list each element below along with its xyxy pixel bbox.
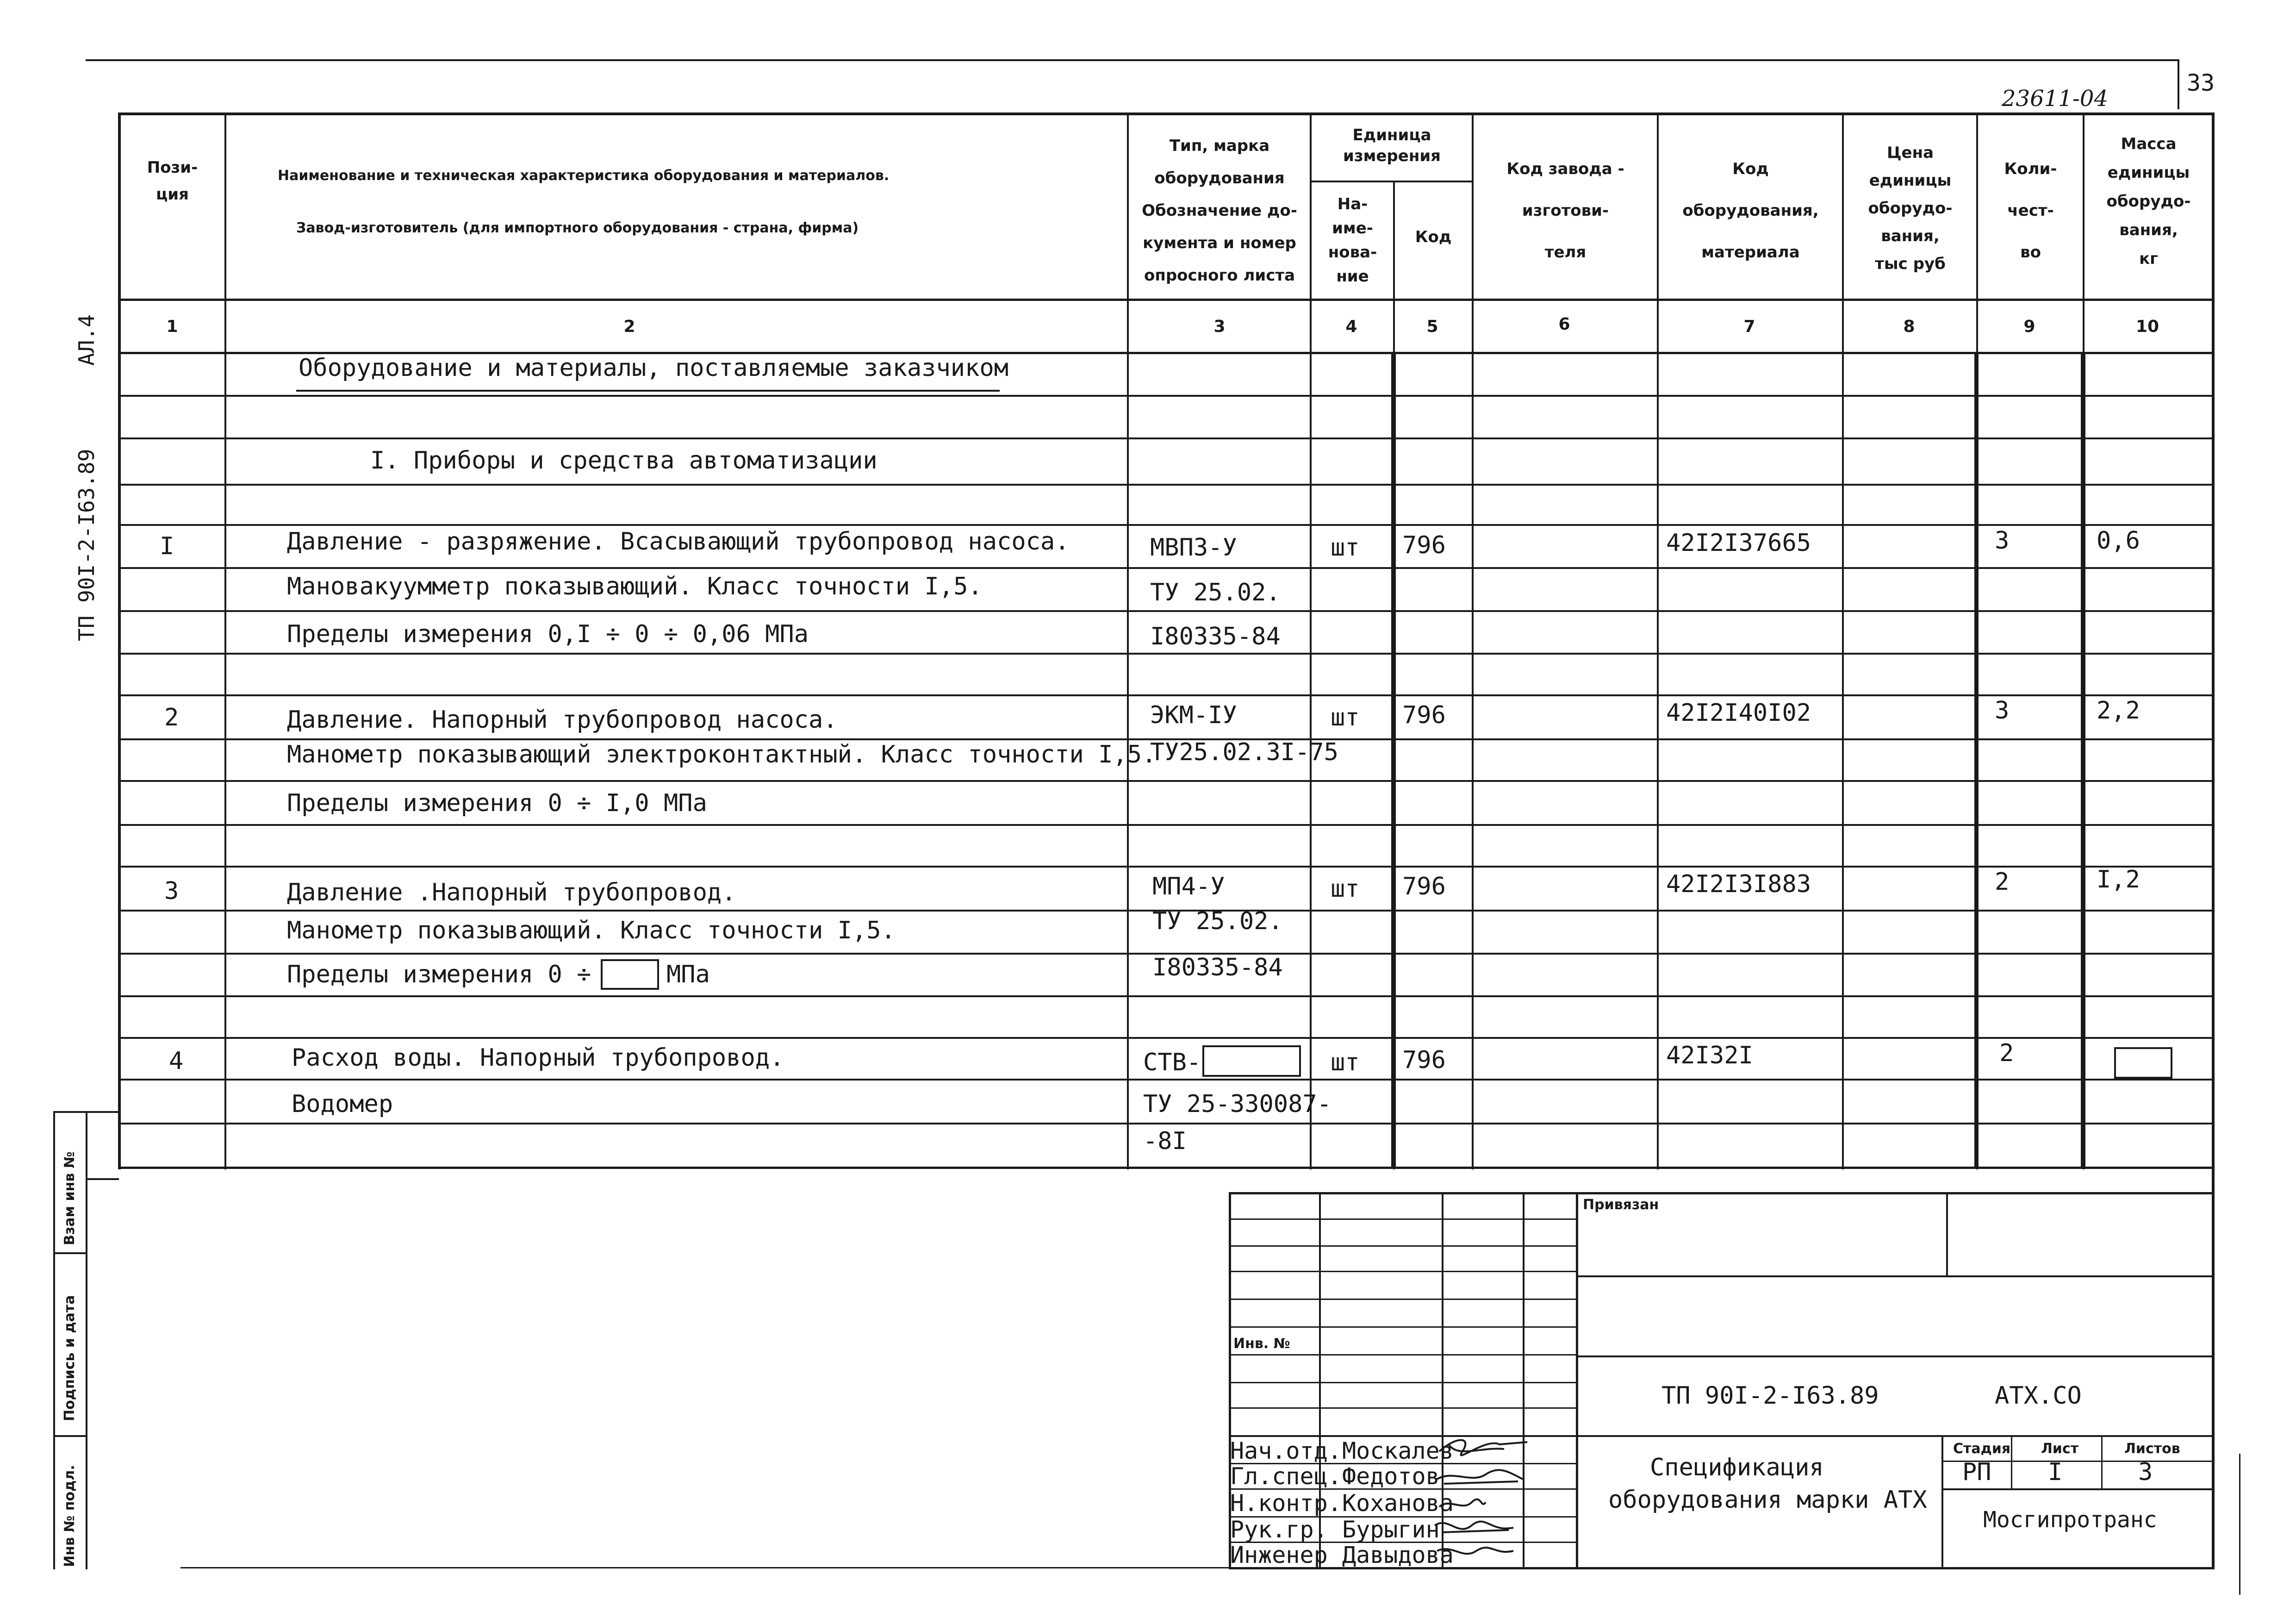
- item-2-equip-code: 42I2I40I02: [1666, 699, 1811, 727]
- header-col10: Масса единицы оборудо- вания, кг: [2106, 135, 2191, 268]
- stamp-sheet-label: Лист: [2041, 1441, 2079, 1457]
- table-left: [118, 112, 121, 1169]
- col-number-2: 2: [623, 317, 635, 336]
- item-4-line-1: Расход воды. Напорный трубопровод.: [292, 1044, 784, 1072]
- signature-scribbles: [1430, 1433, 1583, 1569]
- item-3-blank-box: [601, 959, 659, 990]
- item-1-equip-code: 42I2I37665: [1666, 529, 1811, 557]
- item-2-unit: шт: [1331, 704, 1360, 731]
- item-3-type-3: I80335-84: [1152, 954, 1283, 981]
- stamp-role-2: Гл.спец.: [1230, 1463, 1342, 1490]
- item-3-line-3-unit: МПа: [666, 961, 710, 988]
- stamp-role-1: Нач.отд.: [1230, 1437, 1342, 1464]
- item-4-type-3: -8I: [1143, 1127, 1187, 1155]
- item-2-pos: 2: [164, 704, 179, 731]
- item-3-mass: I,2: [2097, 866, 2140, 893]
- header-units: Единица измерения: [1343, 126, 1441, 165]
- item-4-mass-blank-box: [2114, 1047, 2172, 1079]
- header-bottom: [118, 299, 2215, 301]
- item-2-line-2: Манометр показывающий электроконтактный. Класс точности I,5.: [287, 741, 1157, 768]
- col-number-9: 9: [2023, 317, 2035, 336]
- side-project-label: ТП 90I-2-I63.89: [74, 449, 99, 641]
- item-2-mass: 2,2: [2097, 697, 2140, 725]
- col-number-10: 10: [2135, 317, 2159, 336]
- item-2-line-3: Пределы измерения 0 ÷ I,0 МПа: [287, 789, 707, 817]
- header-col4: На- име- нова- ние: [1328, 195, 1377, 286]
- item-3-pos: 3: [164, 877, 179, 905]
- item-1-line-3: Пределы измерения 0,I ÷ 0 ÷ 0,06 МПа: [287, 620, 809, 648]
- sheet-number-box-left: [2178, 59, 2179, 109]
- item-2-type-2: ТУ25.02.3I-75: [1150, 738, 1338, 766]
- header-col6: Код завода - изготови- теля: [1506, 160, 1624, 262]
- stamp-role-5: Инженер: [1230, 1542, 1328, 1568]
- table-bottom: [118, 1167, 2215, 1169]
- item-4-type-1: СТВ-: [1143, 1049, 1201, 1076]
- item-2-code: 796: [1402, 701, 1446, 729]
- stamp-mark: АТХ.СО: [1995, 1382, 2082, 1410]
- stamp-sheets-label: Листов: [2124, 1441, 2180, 1457]
- stamp-name-2: Федотов: [1342, 1463, 1440, 1490]
- item-4-type-2: ТУ 25-330087-: [1143, 1090, 1332, 1118]
- item-3-type-1: МП4-У: [1152, 873, 1225, 900]
- col-number-8: 8: [1903, 317, 1915, 336]
- left-strip-inv: Инв № подл.: [62, 1465, 78, 1567]
- stamp-name-1: Москалев: [1342, 1437, 1454, 1464]
- left-strip-signature: Подпись и дата: [62, 1295, 78, 1421]
- col-number-5: 5: [1426, 317, 1438, 336]
- stamp-name-3: Коханова: [1342, 1490, 1454, 1517]
- item-4-qty: 2: [1999, 1039, 2014, 1067]
- item-1-qty: 3: [1995, 527, 2010, 555]
- stamp-sheet: I: [2048, 1458, 2063, 1486]
- stamp-name-4: Бурыгин: [1342, 1516, 1440, 1543]
- stamp-privyazan: Привязан: [1583, 1197, 1659, 1213]
- item-4-type-blank-box: [1202, 1045, 1301, 1077]
- header-col3: Тип, марка оборудования Обозначение до- кумента и номер опросного листа: [1142, 137, 1297, 285]
- col-number-6: 6: [1558, 315, 1570, 334]
- handwritten-code: 23611-04: [2002, 86, 2108, 112]
- stamp-title-line-2: оборудования марки АТХ: [1608, 1486, 1927, 1514]
- side-sheet-label: АЛ.4: [74, 314, 99, 366]
- item-4-equip-code: 42I32I: [1666, 1042, 1753, 1069]
- stamp-role-3: Н.контр.: [1230, 1490, 1342, 1517]
- item-1-type-3: I80335-84: [1150, 623, 1281, 650]
- item-1-code: 796: [1402, 531, 1446, 559]
- stamp-name-5: Давыдова: [1342, 1542, 1454, 1568]
- stamp-doc-code: ТП 90I-2-I63.89: [1661, 1382, 1879, 1410]
- item-3-type-2: ТУ 25.02.: [1152, 907, 1283, 935]
- item-3-qty: 2: [1995, 868, 2010, 896]
- item-4-line-2: Водомер: [292, 1090, 393, 1118]
- col-number-3: 3: [1213, 317, 1226, 336]
- header-col2-line1: Наименование и техническая характеристика оборудования и материалов.: [278, 168, 890, 184]
- item-1-mass: 0,6: [2097, 527, 2140, 555]
- item-3-line-1: Давление .Напорный трубопровод.: [287, 879, 736, 906]
- right-margin-line: [2239, 1454, 2240, 1595]
- stamp-org: Мосгипротранс: [1983, 1507, 2157, 1533]
- item-3-code: 796: [1402, 873, 1446, 900]
- header-col2-line2: Завод-изготовитель (для импортного оборудования - страна, фирма): [296, 220, 859, 236]
- section-title: Оборудование и материалы, поставляемые заказчиком: [299, 354, 1009, 382]
- col-number-1: 1: [166, 317, 178, 336]
- item-1-line-1: Давление - разряжение. Всасывающий трубопровод насоса.: [287, 528, 1070, 556]
- header-col5: Код: [1415, 228, 1452, 246]
- bottom-drawing-line: [180, 1567, 1231, 1568]
- stamp-stage-label: Стадия: [1953, 1441, 2011, 1457]
- top-margin-line: [86, 59, 2178, 61]
- item-1-line-2: Мановакуумметр показывающий. Класс точности I,5.: [287, 573, 983, 600]
- item-2-qty: 3: [1995, 697, 2010, 725]
- sheet-number: 33: [2187, 69, 2215, 96]
- stamp-stage: РП: [1962, 1458, 1991, 1486]
- header-col7: Код оборудования, материала: [1682, 160, 1819, 262]
- section-title-underline: [296, 390, 1000, 392]
- stamp-sheets: 3: [2138, 1458, 2153, 1486]
- item-3-line-2: Манометр показывающий. Класс точности I,5.: [287, 917, 896, 944]
- item-4-pos: 4: [169, 1047, 184, 1075]
- header-col9: Коли- чест- во: [2004, 160, 2057, 262]
- item-4-unit: шт: [1331, 1049, 1360, 1076]
- left-strip-replace: Взам инв №: [62, 1151, 78, 1245]
- stamp-role-4: Рук.гр.: [1230, 1516, 1328, 1543]
- col-number-4: 4: [1345, 317, 1357, 336]
- item-1-unit: шт: [1331, 534, 1360, 562]
- item-1-type-1: МВПЗ-У: [1150, 534, 1237, 562]
- subsection-title: I. Приборы и средства автоматизации: [370, 447, 877, 475]
- stamp-inv-no: Инв. №: [1233, 1336, 1290, 1352]
- item-1-pos: I: [160, 532, 174, 560]
- item-3-equip-code: 42I2I3I883: [1666, 870, 1811, 898]
- stamp-title-line-1: Спецификация: [1650, 1454, 1824, 1481]
- header-col1: Пози- ция: [147, 158, 198, 204]
- item-4-code: 796: [1402, 1046, 1446, 1074]
- col-number-7: 7: [1743, 317, 1755, 336]
- item-3-line-3: Пределы измерения 0 ÷: [287, 961, 591, 988]
- header-col8: Цена единицы оборудо- вания, тыс руб: [1868, 144, 1953, 273]
- table-top: [118, 112, 2215, 115]
- item-2-line-1: Давление. Напорный трубопровод насоса.: [287, 706, 838, 734]
- item-3-unit: шт: [1331, 875, 1360, 903]
- item-1-type-2: ТУ 25.02.: [1150, 579, 1281, 606]
- item-2-type-1: ЭКМ-IУ: [1150, 701, 1237, 729]
